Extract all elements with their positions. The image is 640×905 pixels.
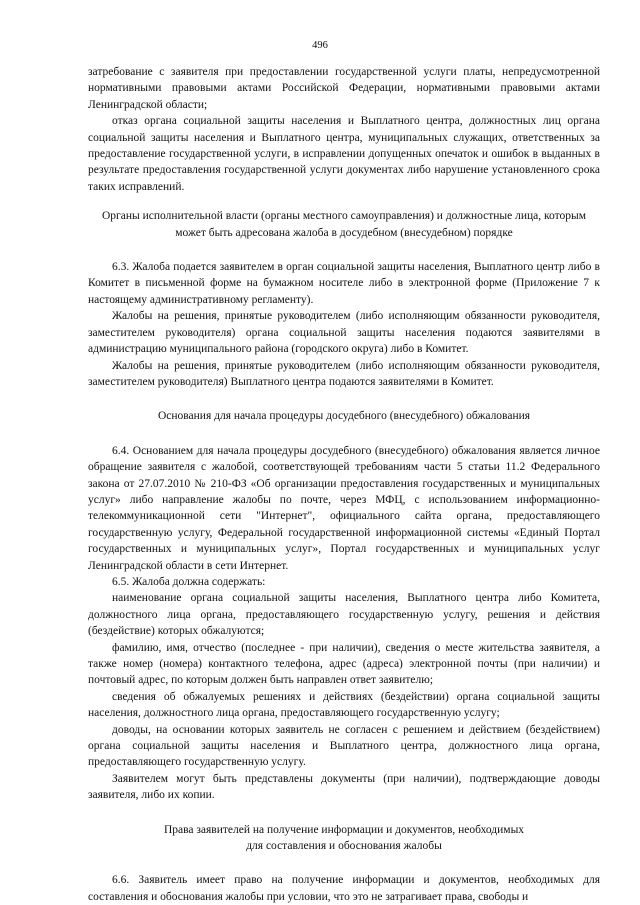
paragraph: затребование с заявителя при предоставлении государственной услуги платы, непредусмотренной нормативными правовыми актами Российской Федерации, нормативными правовыми актами Ленинградской области; — [88, 66, 600, 111]
paragraph: фамилию, имя, отчество (последнее - при наличии), сведения о месте жительства заявителя, а также номер (номера) контактного телефона, адрес (адреса) электронной почты (при наличии) и почтовый адрес, по которым должен быть направлен ответ заявителю; — [88, 641, 600, 687]
section-heading: Основания для начала процедуры досудебного (внесудебного) обжалования — [157, 410, 531, 423]
paragraph: доводы, на основании которых заявитель не согласен с решением и действием (бездействием) органа социальной защиты населения и Выплатного центра, должностного лица органа, предоставляющего государственную услугу. — [88, 723, 600, 769]
section-heading-line: для составления и обоснования жалобы — [246, 840, 442, 853]
paragraph: Жалобы на решения, принятые руководителем (либо исполняющим обязанности руководителя, заместителем руководителя) органа социальной защиты населения подаются заявителями в администрацию муниципального района (городского округа) либо в Комитет. — [88, 310, 600, 356]
paragraph: 6.4. Основанием для начала процедуры досудебного (внесудебного) обжалования является личное обращение заявителя с жалобой, соответствующей требованиям части 5 статьи 11.2 Федерального закона от 27.07.2010 № 210-ФЗ «Об организации предоставления государственных и муниципальных услуг» либо направление жалобы по почте, через МФЦ, с использованием информационно-телекоммуникационной сети "Интернет", официального сайта органа, предоставляющего государственную услугу, Федеральной государственной информационной системы «Единый Портал государственных и муниципальных услуг», Портал государственных и муниципальных услуг Ленинградской области в сети Интернет. — [88, 444, 600, 572]
page-number: 496 — [312, 40, 328, 51]
section-heading-line: Права заявителей на получение информации и документов, необходимых — [163, 823, 525, 836]
paragraph: Заявителем могут быть представлены документы (при наличии), подтверждающие доводы заявителя, либо их копии. — [88, 772, 600, 802]
paragraph: сведения об обжалуемых решениях и действиях (бездействии) органа социальной защиты населения, должностного лица органа, предоставляющего государственную услугу; — [88, 690, 600, 720]
paragraph: 6.3. Жалоба подается заявителем в орган социальной защиты населения, Выплатного центр либо в Комитет в письменной форме на бумажном носителе либо в электронной форме (Приложение 7 к настоящему административному регламенту). — [88, 261, 600, 306]
page-content — [88, 64, 600, 905]
paragraph: отказ органа социальной защиты населения и Выплатного центра, должностных лиц органа социальной защиты населения и Выплатного центра, муниципальных служащих, ответственных за предоставление государственной услуги, в исправлении допущенных опечаток и ошибок в выданных в результате предоставления государственной услуги документах либо нарушение установленного срока таких исправлений. — [88, 115, 600, 193]
paragraph: 6.6. Заявитель имеет право на получение информации и документов, необходимых для составления и обоснования жалобы при условии, что это не затрагивает права, свободы и — [88, 874, 600, 903]
paragraph: Жалобы на решения, принятые руководителем (либо исполняющим обязанности руководителя, заместителем руководителя) Выплатного центра подаются заявителями в Комитет. — [88, 359, 600, 388]
section-heading: Органы исполнительной власти (органы местного самоуправления) и должностные лица, которым может быть адресована жалоба в досудебном (внесудебном) порядке — [101, 210, 587, 239]
paragraph: 6.5. Жалоба должна содержать: — [112, 575, 266, 588]
paragraph: наименование органа социальной защиты населения, Выплатного центра либо Комитета, должностного лица органа, предоставляющего государственную услугу, решения и действия (бездействие) которых обжалуются; — [88, 592, 600, 638]
